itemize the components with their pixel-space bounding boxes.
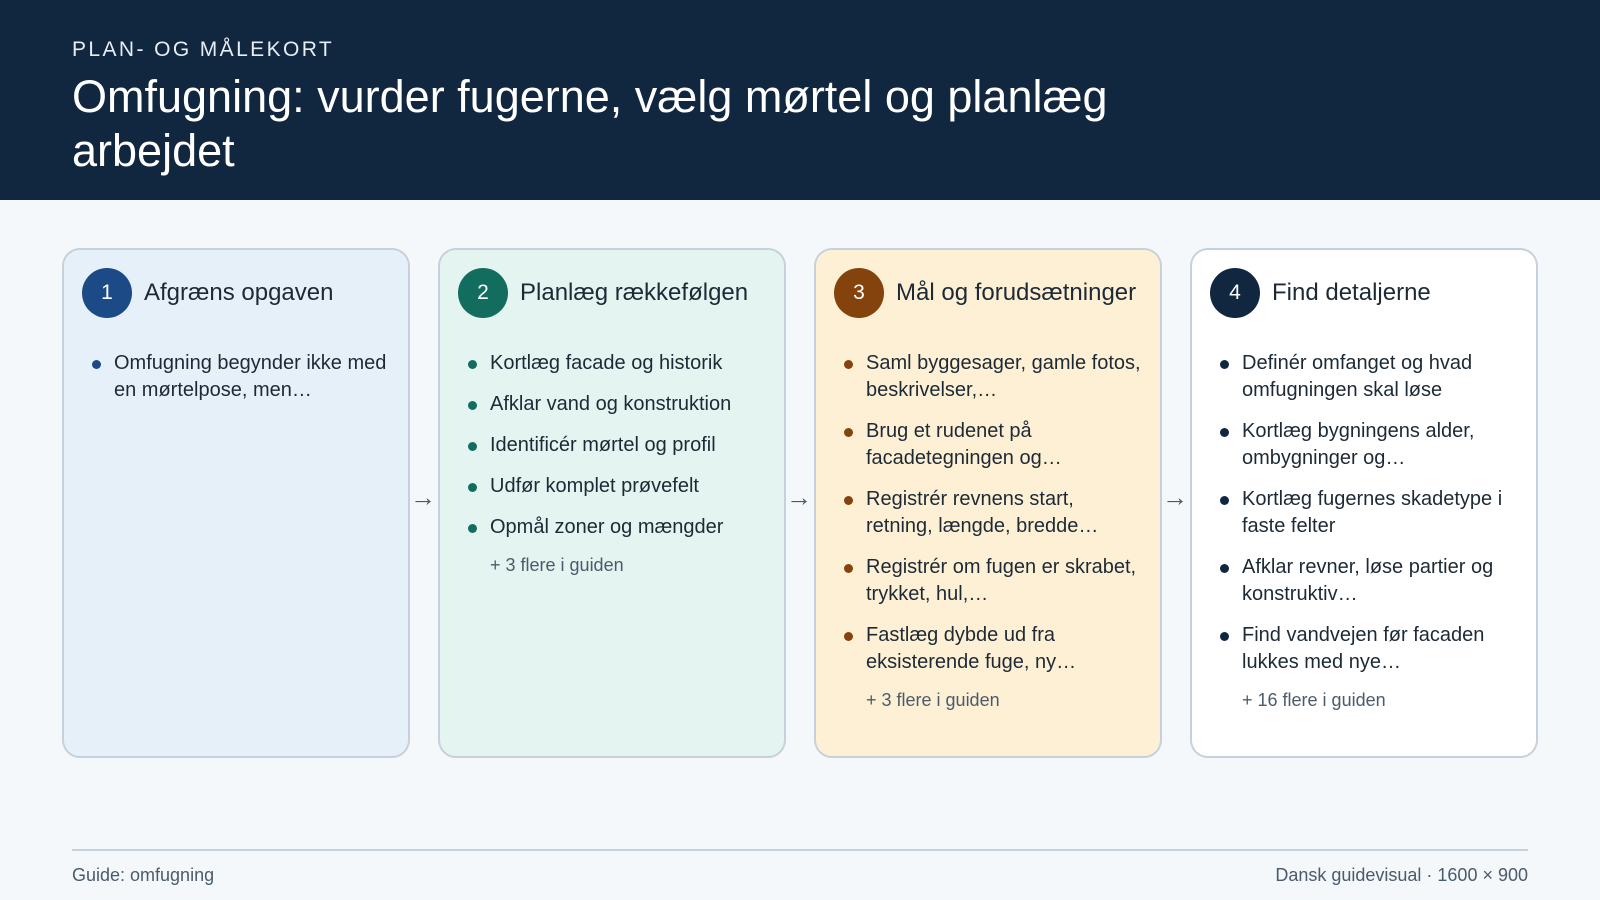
more-in-guide-link[interactable]: + 3 flere i guiden: [490, 555, 624, 575]
step-item-list: [82, 350, 390, 404]
list-item: [844, 486, 1142, 540]
list-item-text: Registrér revnens start, retning, længde, bredde…: [866, 488, 1099, 537]
arrow-right-icon: →: [410, 482, 436, 512]
list-item-text: Saml byggesager, gamle fotos, beskrivelser,…: [866, 352, 1141, 401]
bullet-dot-icon: [468, 524, 477, 533]
step-item-list: [834, 350, 1142, 676]
footer-credit: Dansk guidevisual · 1600 × 900: [1275, 865, 1528, 885]
list-item: [844, 418, 1142, 472]
list-item-text: Definér omfanget og hvad omfugningen skal løse: [1242, 352, 1473, 401]
bullet-dot-icon: [1220, 496, 1229, 505]
list-item-text: Udfør komplet prøvefelt: [490, 475, 699, 497]
footer-divider: [72, 849, 1528, 851]
bullet-dot-icon: [844, 632, 853, 641]
list-item-text: Afklar revner, løse partier og konstruktiv…: [1242, 556, 1494, 605]
step-title: Planlæg rækkefølgen: [520, 279, 749, 306]
list-item-text: Afklar vand og konstruktion: [490, 393, 732, 415]
list-item-text: Kortlæg fugernes skadetype i faste felter: [1242, 488, 1503, 537]
list-item-text: Kortlæg bygningens alder, ombygninger og…: [1242, 420, 1475, 469]
footer-guide-label: Guide: omfugning: [72, 865, 215, 885]
bullet-dot-icon: [1220, 360, 1229, 369]
bullet-dot-icon: [1220, 428, 1229, 437]
step-item-list: [458, 350, 766, 541]
list-item: [1220, 554, 1518, 608]
eyebrow-label: PLAN- OG MÅLEKORT: [72, 38, 335, 61]
list-item-text: Registrér om fugen er skrabet, trykket, hul,…: [866, 556, 1137, 605]
bullet-dot-icon: [468, 483, 477, 492]
more-in-guide-link[interactable]: + 16 flere i guiden: [1242, 690, 1386, 710]
step-header: [458, 268, 766, 318]
arrow-right-icon: →: [786, 482, 812, 512]
list-item: [1220, 418, 1518, 472]
process-steps: [62, 248, 1538, 758]
list-item: [468, 473, 766, 500]
step-card-2: [438, 248, 786, 758]
step-header: [82, 268, 390, 318]
step-number-badge: 3: [834, 268, 884, 318]
arrow-right-icon: →: [1162, 482, 1188, 512]
list-item: [468, 391, 766, 418]
bullet-dot-icon: [468, 401, 477, 410]
list-item-text: Opmål zoner og mængder: [490, 516, 724, 538]
list-item: [844, 622, 1142, 676]
step-title: Mål og forudsætninger: [896, 279, 1137, 306]
list-item: [1220, 486, 1518, 540]
step-title: Afgræns opgaven: [144, 279, 334, 306]
step-header: [834, 268, 1142, 318]
list-item-text: Find vandvejen før facaden lukkes med nye…: [1242, 624, 1485, 673]
bullet-dot-icon: [844, 428, 853, 437]
page-title: Omfugning: vurder fugerne, vælg mørtel og planlæg arbejdet: [72, 71, 1108, 176]
bullet-dot-icon: [844, 564, 853, 573]
step-card-4: [1190, 248, 1538, 758]
step-card-3: [814, 248, 1162, 758]
bullet-dot-icon: [92, 360, 101, 369]
bullet-dot-icon: [468, 360, 477, 369]
step-card-1: [62, 248, 410, 758]
list-item-text: Omfugning begynder ikke med en mørtelpose, men…: [114, 352, 387, 401]
step-number-badge: 1: [82, 268, 132, 318]
bullet-dot-icon: [1220, 632, 1229, 641]
list-item: [92, 350, 390, 404]
list-item: [468, 350, 766, 377]
bullet-dot-icon: [844, 360, 853, 369]
step-number-badge: 2: [458, 268, 508, 318]
list-item: [1220, 350, 1518, 404]
step-number-badge: 4: [1210, 268, 1260, 318]
list-item-text: Identificér mørtel og profil: [490, 434, 716, 456]
step-item-list: [1210, 350, 1518, 676]
header-banner: [0, 0, 1600, 200]
list-item-text: Brug et rudenet på facadetegningen og…: [866, 420, 1062, 469]
list-item: [844, 350, 1142, 404]
list-item: [1220, 622, 1518, 676]
list-item: [468, 514, 766, 541]
list-item: [468, 432, 766, 459]
bullet-dot-icon: [468, 442, 477, 451]
list-item-text: Fastlæg dybde ud fra eksisterende fuge, ny…: [866, 624, 1077, 673]
step-title: Find detaljerne: [1272, 279, 1431, 306]
step-header: [1210, 268, 1518, 318]
bullet-dot-icon: [1220, 564, 1229, 573]
list-item-text: Kortlæg facade og historik: [490, 352, 723, 374]
list-item: [844, 554, 1142, 608]
bullet-dot-icon: [844, 496, 853, 505]
more-in-guide-link[interactable]: + 3 flere i guiden: [866, 690, 1000, 710]
